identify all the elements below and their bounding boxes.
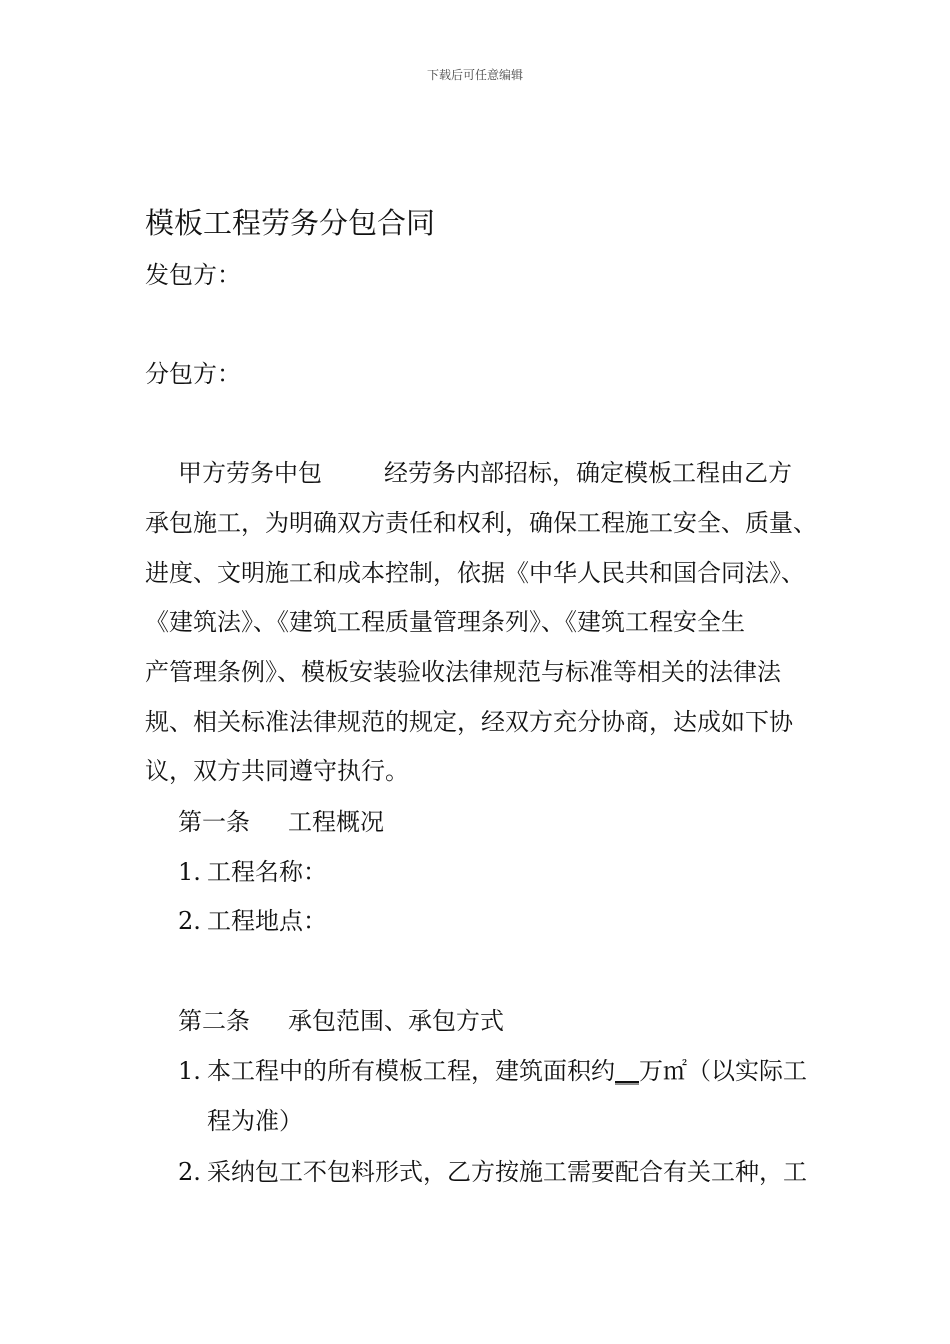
intro-line: 产管理条例》、模板安装验收法律规范与标准等相关的法律法 bbox=[145, 658, 781, 686]
intro-first-line bbox=[178, 456, 792, 490]
item-number: 2. bbox=[178, 907, 201, 935]
article1-title: 工程概况 bbox=[288, 808, 384, 836]
intro-line: 《建筑法》、《建筑工程质量管理条列》、《建筑工程安全生 bbox=[145, 608, 745, 636]
article2-item bbox=[178, 1054, 807, 1088]
item-text: 万㎡（以实际工 bbox=[639, 1057, 807, 1085]
item-number: 2. bbox=[178, 1158, 201, 1186]
article1-item bbox=[178, 855, 327, 889]
article2-item bbox=[178, 1155, 807, 1189]
article1-item bbox=[178, 904, 327, 938]
party-b-label: 分包方： bbox=[145, 360, 241, 388]
item-text: 工程名称： bbox=[207, 858, 327, 886]
fill-in-blank: __ bbox=[615, 1057, 639, 1085]
document-title: 模板工程劳务分包合同 bbox=[145, 206, 436, 240]
item-number: 1. bbox=[178, 1057, 201, 1085]
article2-item-continuation: 程为准） bbox=[207, 1107, 303, 1135]
article2-heading bbox=[178, 1004, 504, 1038]
intro-line: 进度、文明施工和成本控制，依据《中华人民共和国合同法》、 bbox=[145, 559, 805, 587]
intro-lead-rest: 经劳务内部招标，确定模板工程由乙方 bbox=[384, 459, 792, 487]
intro-line: 规、相关标准法律规范的规定，经双方充分协商，达成如下协 bbox=[145, 708, 793, 736]
party-a-label: 发包方： bbox=[145, 261, 241, 289]
article1-number: 第一条 bbox=[178, 808, 250, 836]
article2-title: 承包范围、承包方式 bbox=[288, 1007, 504, 1035]
item-text: 工程地点： bbox=[207, 907, 327, 935]
header-note: 下载后可任意编辑 bbox=[426, 68, 523, 82]
intro-line: 承包施工，为明确双方责任和权利，确保工程施工安全、质量、 bbox=[145, 509, 817, 537]
item-number: 1. bbox=[178, 858, 201, 886]
intro-lead: 甲方劳务中包 bbox=[178, 459, 322, 487]
intro-line: 议，双方共同遵守执行。 bbox=[145, 757, 409, 785]
article2-number: 第二条 bbox=[178, 1007, 250, 1035]
article1-heading bbox=[178, 805, 384, 839]
item-text: 采纳包工不包料形式，乙方按施工需要配合有关工种，工 bbox=[207, 1158, 807, 1186]
item-text: 本工程中的所有模板工程，建筑面积约 bbox=[207, 1057, 615, 1085]
